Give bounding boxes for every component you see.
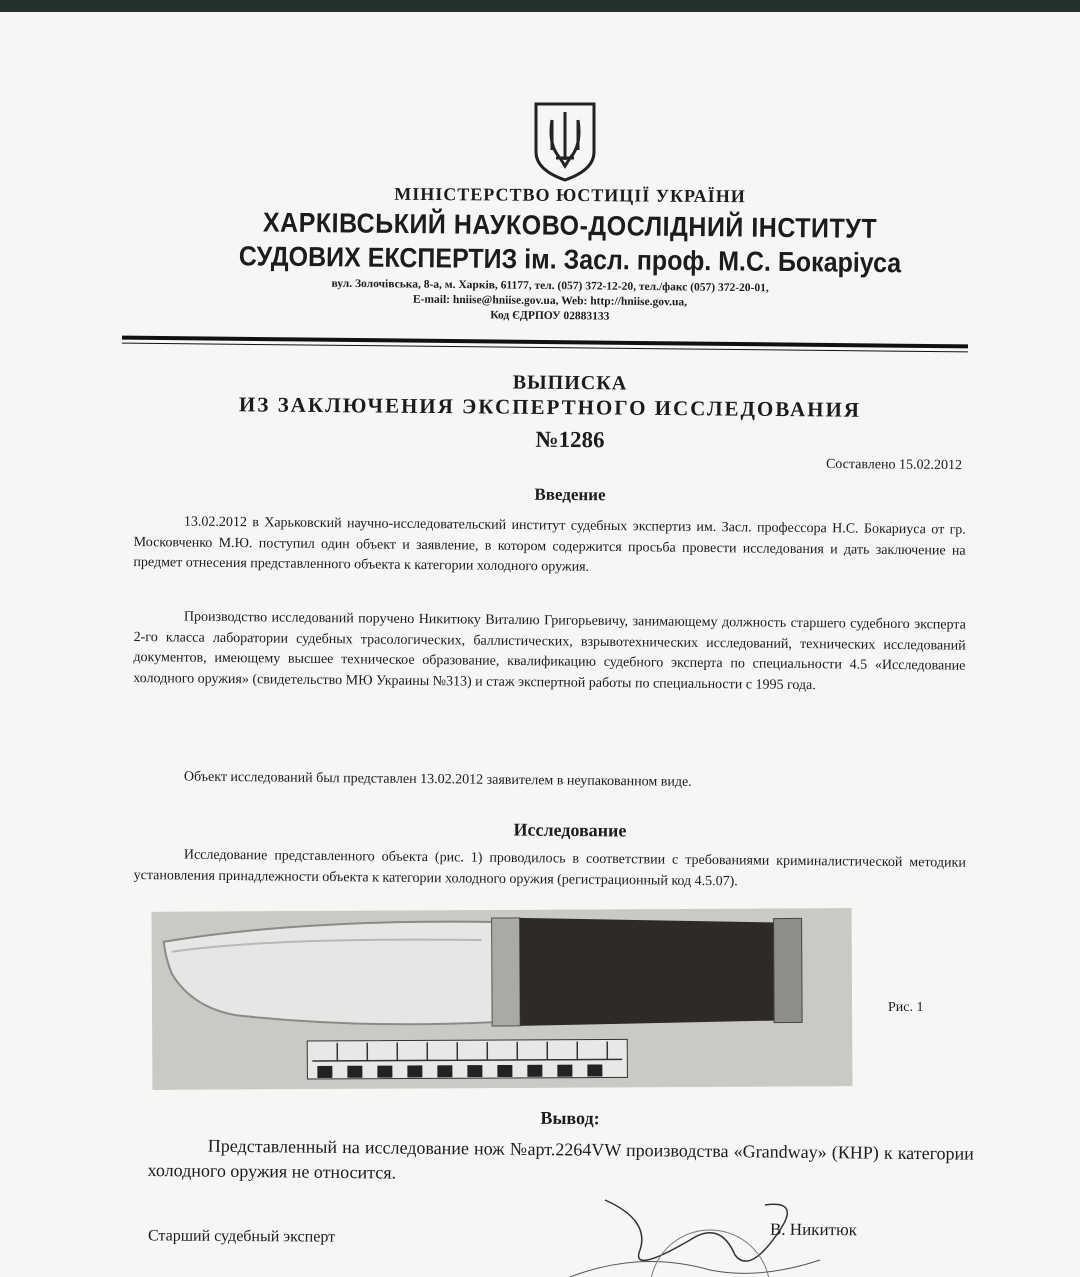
institute-address: вул. Золочівська, 8-а, м. Харків, 61177, тел. (057) 372-12-20, тел./факс (057) 372-20-01, bbox=[331, 277, 769, 295]
knife-photo bbox=[152, 908, 853, 1090]
conclusion-paragraph: Представленный на исследование нож №арт.2264VW производства «Grandway» (КНР) к категории холодного оружия не относится. bbox=[147, 1135, 974, 1183]
intro-paragraph-1: 13.02.2012 в Харьковский научно-исследовательский институт судебных экспертиз им. Засл. профессора Н.С. Бокариуса от гр. Московченко М.Ю. поступил один объект и заявление, в котором содержится просьба провести исследования и дать заключение на предмет отнесения представленного объекта к категории холодного оружия. bbox=[133, 514, 966, 575]
intro-paragraph-3: Объект исследований был представлен 13.02.2012 заявителем в неупакованном виде. bbox=[183, 769, 692, 790]
research-heading: Исследование bbox=[513, 819, 627, 841]
institute-contacts: E-mail: hniise@hniise.gov.ua, Web: http://hniise.gov.ua, bbox=[412, 293, 688, 309]
intro-paragraph-2: Производство исследований поручено Никитюку Виталию Григорьевичу, занимающему должность старшего судебного эксперта 2-го класса лаборатории судебных трасологических, баллистических, взрывотехнических исследований, технических исследований документов, имеющему высшее техническое образование, квалификацию судебного эксперта по специальности 4.5 «Исследование холодного оружия» (свидетельство МЮ Украины №313) и стаж экспертной работы по специальности с 1995 года. bbox=[133, 609, 966, 693]
document-number: №1286 bbox=[535, 426, 605, 453]
document-title: ВЫПИСКА bbox=[512, 371, 628, 395]
signatory-name: В. Никитюк bbox=[769, 1219, 858, 1240]
compiled-date: Составлено 15.02.2012 bbox=[825, 456, 963, 474]
figure-caption: Рис. 1 bbox=[888, 1000, 924, 1015]
signatory-role: Старший судебный эксперт bbox=[147, 1227, 336, 1246]
top-bar bbox=[0, 0, 1080, 12]
institute-address-block bbox=[150, 275, 950, 328]
institute-name-line1: ХАРКІВСЬКИЙ НАУКОВО-ДОСЛІДНИЙ ІНСТИТУТ bbox=[262, 207, 878, 245]
conclusion-heading: Вывод: bbox=[540, 1107, 600, 1129]
ministry-name: МІНІСТЕРСТВО ЮСТИЦІЇ УКРАЇНИ bbox=[394, 183, 746, 207]
institute-code: Код ЄДРПОУ 02883133 bbox=[490, 309, 610, 323]
trident-emblem-icon bbox=[530, 100, 600, 182]
intro-heading: Введение bbox=[534, 484, 606, 505]
research-paragraph: Исследование представленного объекта (рис. 1) проводилось в соответствии с требованиями криминалистической методики установления принадлежности объекта к категории холодного оружия (регистрационный код 4.5.07). bbox=[133, 847, 966, 889]
institute-name-line2: СУДОВИХ ЕКСПЕРТИЗ ім. Засл. проф. М.С. Бокаріуса bbox=[238, 241, 902, 279]
document-subtitle: ИЗ ЗАКЛЮЧЕНИЯ ЭКСПЕРТНОГО ИССЛЕДОВАНИЯ bbox=[238, 392, 862, 422]
